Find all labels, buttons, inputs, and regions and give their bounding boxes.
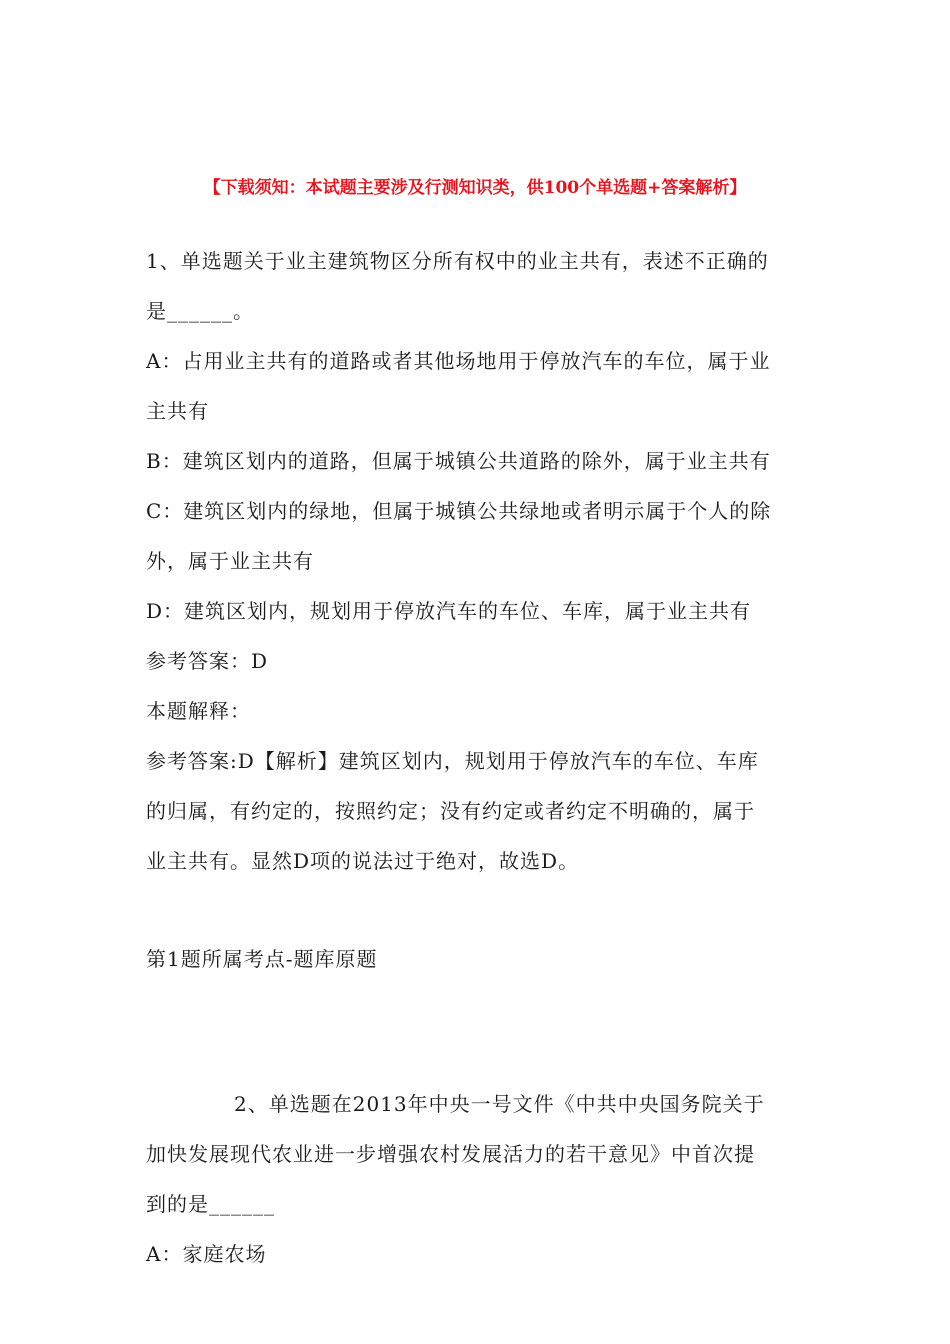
question-2: [146, 1079, 806, 1279]
option-a-line-1: A：占用业主共有的道路或者其他场地用于停放汽车的车位，属于业: [146, 349, 771, 373]
question-1-source: 第1题所属考点-题库原题: [146, 947, 378, 971]
question-2-stem-line-1: 2、单选题在2013年中央一号文件《中共中央国务院关于: [234, 1092, 765, 1116]
question-2-stem-line-3: 到的是______: [146, 1192, 275, 1216]
question-1: [146, 236, 806, 886]
question-1-stem-line-1: 1、单选题关于业主建筑物区分所有权中的业主共有，表述不正确的: [146, 249, 769, 273]
option-d: D：建筑区划内，规划用于停放汽车的车位、车库，属于业主共有: [146, 599, 752, 623]
explanation-line-1: 参考答案:D【解析】建筑区划内，规划用于停放汽车的车位、车库: [146, 749, 759, 773]
spacer: [146, 984, 806, 1032]
explanation-line-3: 业主共有。显然D项的说法过于绝对，故选D。: [146, 849, 580, 873]
option-a-line-2: 主共有: [146, 399, 209, 423]
spacer: [146, 1032, 806, 1079]
option-b: B：建筑区划内的道路，但属于城镇公共道路的除外，属于业主共有: [146, 449, 771, 473]
option-c-line-2: 外，属于业主共有: [146, 549, 314, 573]
reference-answer: 参考答案：D: [146, 649, 269, 673]
question-2-option-a: A：家庭农场: [146, 1242, 267, 1266]
explanation-heading: 本题解释：: [146, 699, 251, 723]
download-notice: 【下载须知：本试题主要涉及行测知识类，供100个单选题+答案解析】: [203, 178, 747, 198]
document-body: [146, 236, 806, 1279]
explanation-line-2: 的归属，有约定的，按照约定；没有约定或者约定不明确的，属于: [146, 799, 755, 823]
question-2-stem-line-2: 加快发展现代农业进一步增强农村发展活力的若干意见》中首次提: [146, 1142, 755, 1166]
option-c-line-1: C：建筑区划内的绿地，但属于城镇公共绿地或者明示属于个人的除: [146, 499, 772, 523]
spacer: [146, 886, 806, 934]
question-1-stem-line-2: 是______。: [146, 299, 254, 323]
